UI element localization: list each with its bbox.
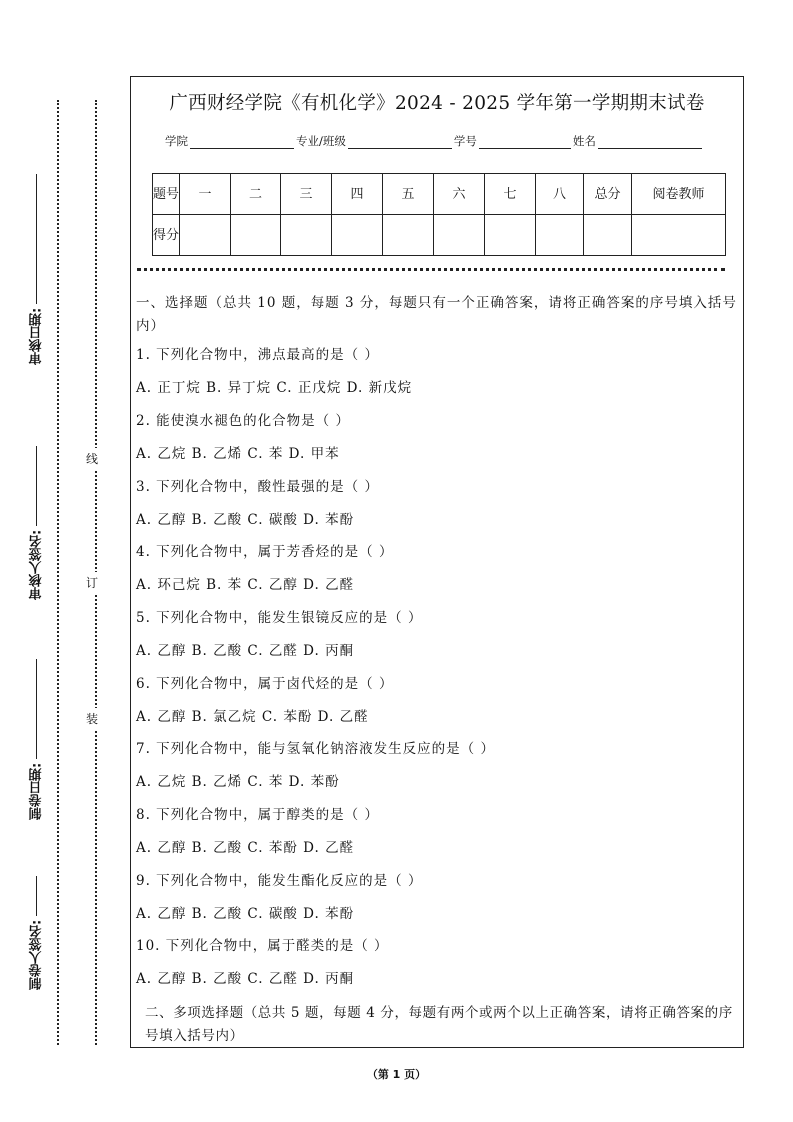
score-cell[interactable] (281, 215, 332, 256)
review-date-label: 审核日期: (22, 160, 52, 365)
student-info-row (165, 133, 704, 149)
question-stem: 3. 下列化合物中，酸性最强的是（ ） (136, 479, 379, 495)
name-blank[interactable] (598, 136, 702, 149)
major-class-blank[interactable] (348, 136, 452, 149)
student-id-blank[interactable] (479, 136, 571, 149)
student-id-label: 学号 (453, 134, 477, 148)
question-options: A. 乙烷 B. 乙烯 C. 苯 D. 苯酚 (136, 774, 340, 790)
binding-char-seal: 装 (86, 708, 98, 729)
maker-signature-blank[interactable] (37, 876, 38, 916)
score-cell[interactable] (332, 215, 383, 256)
score-row-label: 得分 (153, 215, 180, 256)
score-cell[interactable] (231, 215, 281, 256)
header-cell: 五 (383, 174, 434, 215)
score-cell[interactable] (632, 215, 726, 256)
question-stem: 6. 下列化合物中，属于卤代烃的是（ ） (136, 676, 394, 692)
question-stem: 4. 下列化合物中，属于芳香烃的是（ ） (136, 544, 394, 560)
question-options: A. 乙醇 B. 乙酸 C. 碳酸 D. 苯酚 (136, 906, 355, 922)
score-cell[interactable] (536, 215, 584, 256)
review-date-blank[interactable] (37, 174, 38, 304)
score-table-score-row (153, 215, 726, 256)
header-cell: 四 (332, 174, 383, 215)
header-cell: 八 (536, 174, 584, 215)
question-options: A. 环己烷 B. 苯 C. 乙醇 D. 乙醛 (136, 577, 355, 593)
reviewer-signature-label: 审核人签名: (22, 430, 52, 600)
section1-heading: 一、选择题（总共 10 题，每题 3 分，每题只有一个正确答案，请将正确答案的序号填入括号内） (136, 295, 737, 334)
question-options: A. 乙烷 B. 乙烯 C. 苯 D. 甲苯 (136, 446, 340, 462)
question-stem: 9. 下列化合物中，能发生酯化反应的是（ ） (136, 873, 423, 889)
header-cell: 总分 (584, 174, 632, 215)
exam-title: 广西财经学院《有机化学》2024 - 2025 学年第一学期期末试卷 (169, 93, 705, 114)
question-stem: 1. 下列化合物中，沸点最高的是（ ） (136, 347, 379, 363)
question-options: A. 乙醇 B. 乙酸 C. 碳酸 D. 苯酚 (136, 512, 355, 528)
exam-frame (130, 76, 744, 1048)
binding-dotted-line-outer (57, 100, 59, 1045)
header-cell: 七 (485, 174, 536, 215)
header-cell: 一 (180, 174, 231, 215)
question-stem: 7. 下列化合物中，能与氢氧化钠溶液发生反应的是（ ） (136, 741, 495, 757)
question-options: A. 乙醇 B. 乙酸 C. 乙醛 D. 丙酮 (136, 643, 355, 659)
score-table-header-row (153, 174, 726, 215)
header-cell: 二 (231, 174, 281, 215)
major-class-label: 专业/班级 (296, 134, 346, 148)
question-options: A. 乙醇 B. 乙酸 C. 乙醛 D. 丙酮 (136, 971, 355, 987)
college-blank[interactable] (190, 136, 294, 149)
header-cell: 三 (281, 174, 332, 215)
score-cell[interactable] (383, 215, 434, 256)
name-label: 姓名 (572, 134, 596, 148)
question-stem: 10. 下列化合物中，属于醛类的是（ ） (136, 938, 389, 954)
header-cell: 六 (434, 174, 485, 215)
question-options: A. 乙醇 B. 氯乙烷 C. 苯酚 D. 乙醛 (136, 709, 369, 725)
question-stem: 5. 下列化合物中，能发生银镜反应的是（ ） (136, 610, 423, 626)
question-stem: 8. 下列化合物中，属于醇类的是（ ） (136, 807, 379, 823)
question-options: A. 乙醇 B. 乙酸 C. 苯酚 D. 乙醛 (136, 840, 355, 856)
score-cell[interactable] (485, 215, 536, 256)
score-cell[interactable] (180, 215, 231, 256)
score-cell[interactable] (434, 215, 485, 256)
score-cell[interactable] (584, 215, 632, 256)
score-table (152, 173, 726, 256)
question-stem: 2. 能使溴水褪色的化合物是（ ） (136, 413, 350, 429)
header-cell: 题号 (153, 174, 180, 215)
make-date-label: 制卷日期: (22, 650, 52, 820)
header-cell: 阅卷教师 (632, 174, 726, 215)
page-footer: （第 1 页） (366, 1068, 427, 1081)
section2-heading: 二、多项选择题（总共 5 题，每题 4 分，每题有两个或两个以上正确答案，请将正确答案的序号填入括号内） (145, 1005, 733, 1044)
college-label: 学院 (165, 134, 188, 148)
binding-char-line: 线 (86, 448, 98, 469)
dotted-separator (137, 268, 725, 271)
reviewer-signature-blank[interactable] (37, 446, 38, 526)
maker-signature-label: 制卷人签名: (22, 850, 52, 990)
binding-char-bind: 订 (86, 572, 98, 593)
question-options: A. 正丁烷 B. 异丁烷 C. 正戊烷 D. 新戊烷 (136, 380, 413, 396)
make-date-blank[interactable] (37, 659, 38, 759)
